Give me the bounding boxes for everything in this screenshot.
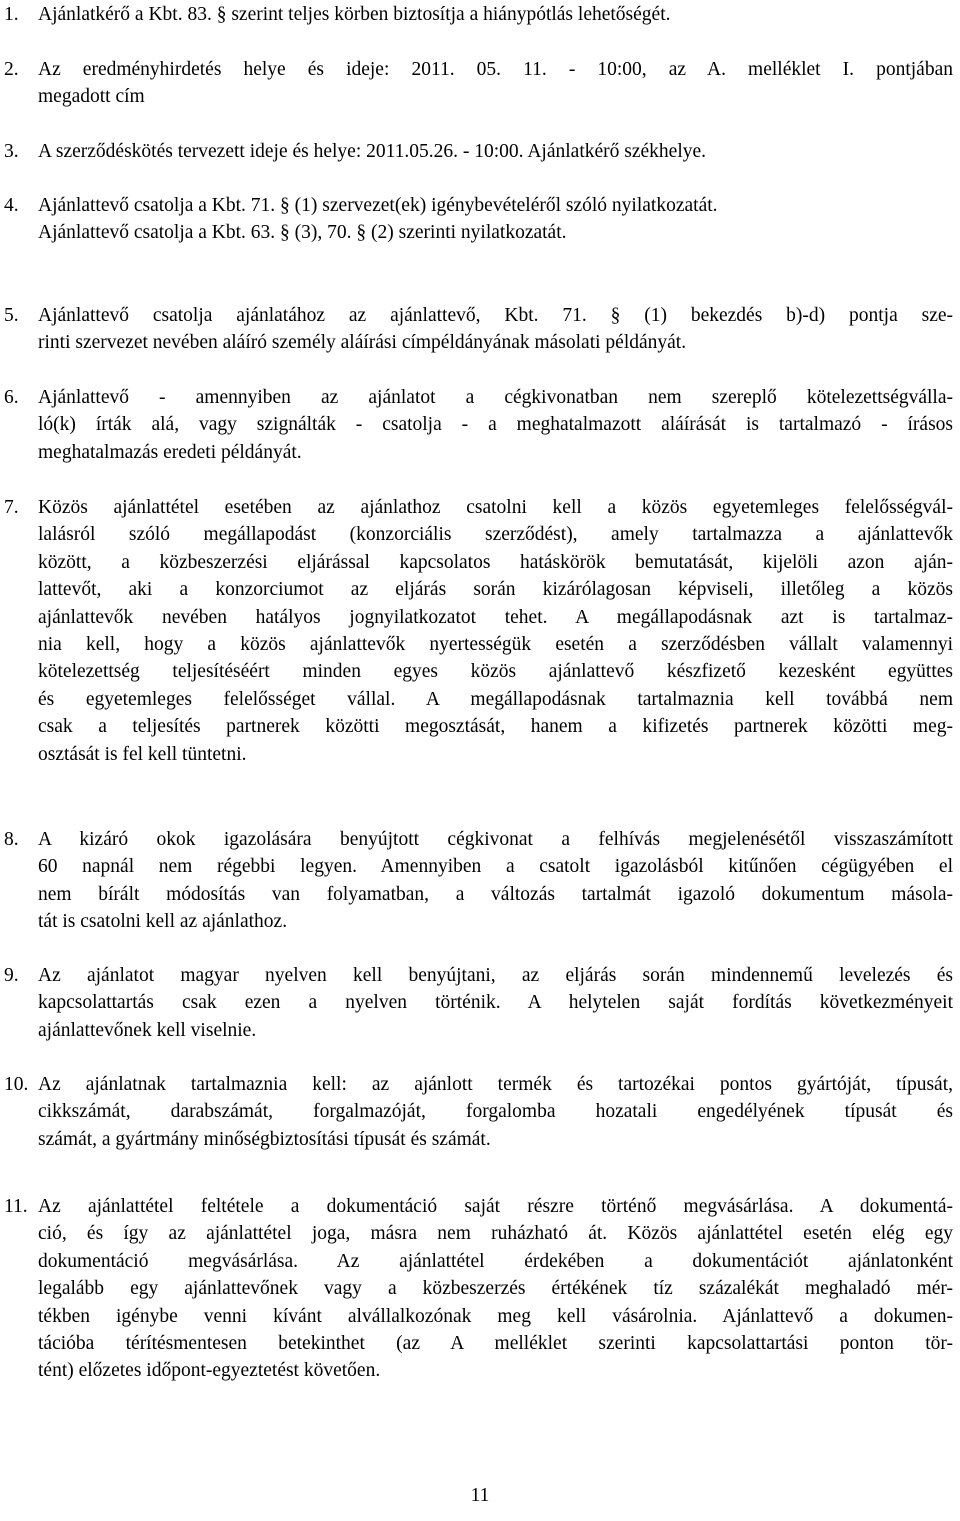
list-item-text [38,962,953,1044]
text-line: nia kell, hogy a közös ajánlattevők nyertességük esetén a szerződésben vállalt valamennyi [38,633,953,655]
text-line: és egyetemleges felelősséget vállal. A megállapodásnak tartalmaznia kell továbbá nem [38,688,953,710]
text-line: lalásról szóló megállapodást (konzorciális szerződést), amely tartalmazza a ajánlattevők [38,524,953,546]
text-line: A szerződéskötés tervezett ideje és helye: 2011.05.26. - 10:00. Ajánlatkérő székhelye. [38,141,707,162]
text-line: lattevőt, aki a konzorciumot az eljárás során kizárólagosan képviseli, illetőleg a közös [38,579,953,601]
list-item-number: 9. [4,965,19,986]
text-line: Az ajánlatot magyar nyelven kell benyújtani, az eljárás során mindennemű levelezés és [38,965,953,986]
text-line: osztását is fel kell tüntetni. [38,743,247,765]
list-item-text [38,302,953,357]
text-line: ló(k) írták alá, vagy szignálták - csatolja - a meghatalmazott aláírását is tartalmazó - írásos [38,414,953,436]
list-item-text [38,1071,953,1153]
list-item-text [38,1193,953,1385]
list-item-text [38,494,953,768]
text-line: Közös ajánlattétel esetében az ajánlathoz csatolni kell a közös egyetemleges felelősségvál- [38,497,953,518]
list-item-number: 6. [4,387,19,408]
list-item-number: 5. [4,305,19,326]
text-line: megadott cím [38,86,145,108]
list-item-number: 4. [4,195,19,216]
list-item-text [38,138,953,165]
text-line: Ajánlattevő - amennyiben az ajánlatot a cégkivonatban nem szereplő kötelezettségválla- [38,387,953,408]
text-line: A kizáró okok igazolására benyújtott cégkivonat a felhívás megjelenésétől visszaszámított [38,829,953,850]
text-line: Ajánlattevő csatolja a Kbt. 63. § (3), 70. § (2) szerinti nyilatkozatát. [38,222,567,244]
list-item-text [38,384,953,466]
page-number: 11 [470,1485,490,1506]
text-line: kapcsolattartás csak ezen a nyelven történik. A helytelen saját fordítás következményeit [38,992,953,1014]
text-line: Az eredményhirdetés helye és ideje: 2011. 05. 11. - 10:00, az A. melléklet I. pontjában [38,59,953,80]
text-line: kötelezettség teljesítéséért minden egyes közös ajánlattevő készfizető kezesként együttes [38,661,953,683]
list-item-number: 7. [4,497,19,518]
text-line: ajánlattevők nevében hatályos jognyilatkozatot tehet. A megállapodásnak azt is tartalmaz- [38,606,953,628]
list-item-number: 1. [4,4,19,25]
text-line: között, a közbeszerzési eljárással kapcsolatos hatáskörök bemutatását, kijelöli azon aján- [38,551,953,573]
text-line: 60 napnál nem régebbi legyen. Amennyiben a csatolt igazolásból kitűnően cégügyében el [38,856,953,878]
text-line: ció, és így az ajánlattétel joga, másra nem ruházható át. Közös ajánlattétel esetén elég egy [38,1223,953,1245]
text-line: ajánlattevőnek kell viselnie. [38,1019,257,1041]
list-item-number: 2. [4,59,19,80]
text-line: rinti szervezet nevében aláíró személy aláírási címpéldányának másolati példányát. [38,332,687,354]
text-line: tént) előzetes időpont-egyeztetést követően. [38,1360,381,1382]
list-item-text [38,1,953,28]
text-line: dokumentáció megvásárlása. Az ajánlattétel érdekében a dokumentációt ajánlatonként [38,1250,953,1272]
list-item-number: 11. [4,1196,28,1217]
text-line: nem bírált módosítás van folyamatban, a változás tartalmát igazoló dokumentum másola- [38,883,953,905]
text-line: Ajánlatkérő a Kbt. 83. § szerint teljes körben biztosítja a hiánypótlás lehetőségét. [38,4,671,25]
text-line: cikkszámát, darabszámát, forgalmazóját, forgalomba hozatali engedélyének típusát és [38,1101,953,1123]
list-item-text [38,826,953,936]
text-line: legalább egy ajánlattevőnek vagy a közbeszerzés értékének tíz százalékát meghaladó mér- [38,1278,953,1300]
text-line: Az ajánlatnak tartalmaznia kell: az ajánlott termék és tartozékai pontos gyártóját, típusát, [38,1074,953,1095]
text-line: tékben igénybe venni kívánt alvállalkozónak meg kell vásárolnia. Ajánlattevő a dokumen- [38,1305,953,1327]
text-line: Ajánlattevő csatolja a Kbt. 71. § (1) szervezet(ek) igénybevételéről szóló nyilatkozatát. [38,195,718,216]
list-item-number: 10. [4,1074,29,1095]
text-line: meghatalmazás eredeti példányát. [38,441,302,463]
text-line: tát is csatolni kell az ajánlathoz. [38,911,288,933]
list-item-text [38,56,953,111]
list-item-text [38,192,953,247]
list-item-number: 3. [4,141,19,162]
text-line: számát, a gyártmány minőségbiztosítási típusát és számát. [38,1128,491,1150]
text-line: Az ajánlattétel feltétele a dokumentáció saját részre történő megvásárlása. A dokumentá- [38,1196,953,1217]
list-item-number: 8. [4,829,19,850]
text-line: tációba térítésmentesen betekinthet (az A melléklet szerinti kapcsolattartási ponton tör- [38,1332,953,1354]
text-line: csak a teljesítés partnerek közötti megosztását, hanem a kifizetés partnerek közötti meg- [38,716,953,738]
text-line: Ajánlattevő csatolja ajánlatához az ajánlattevő, Kbt. 71. § (1) bekezdés b)-d) pontja sze- [38,305,953,326]
